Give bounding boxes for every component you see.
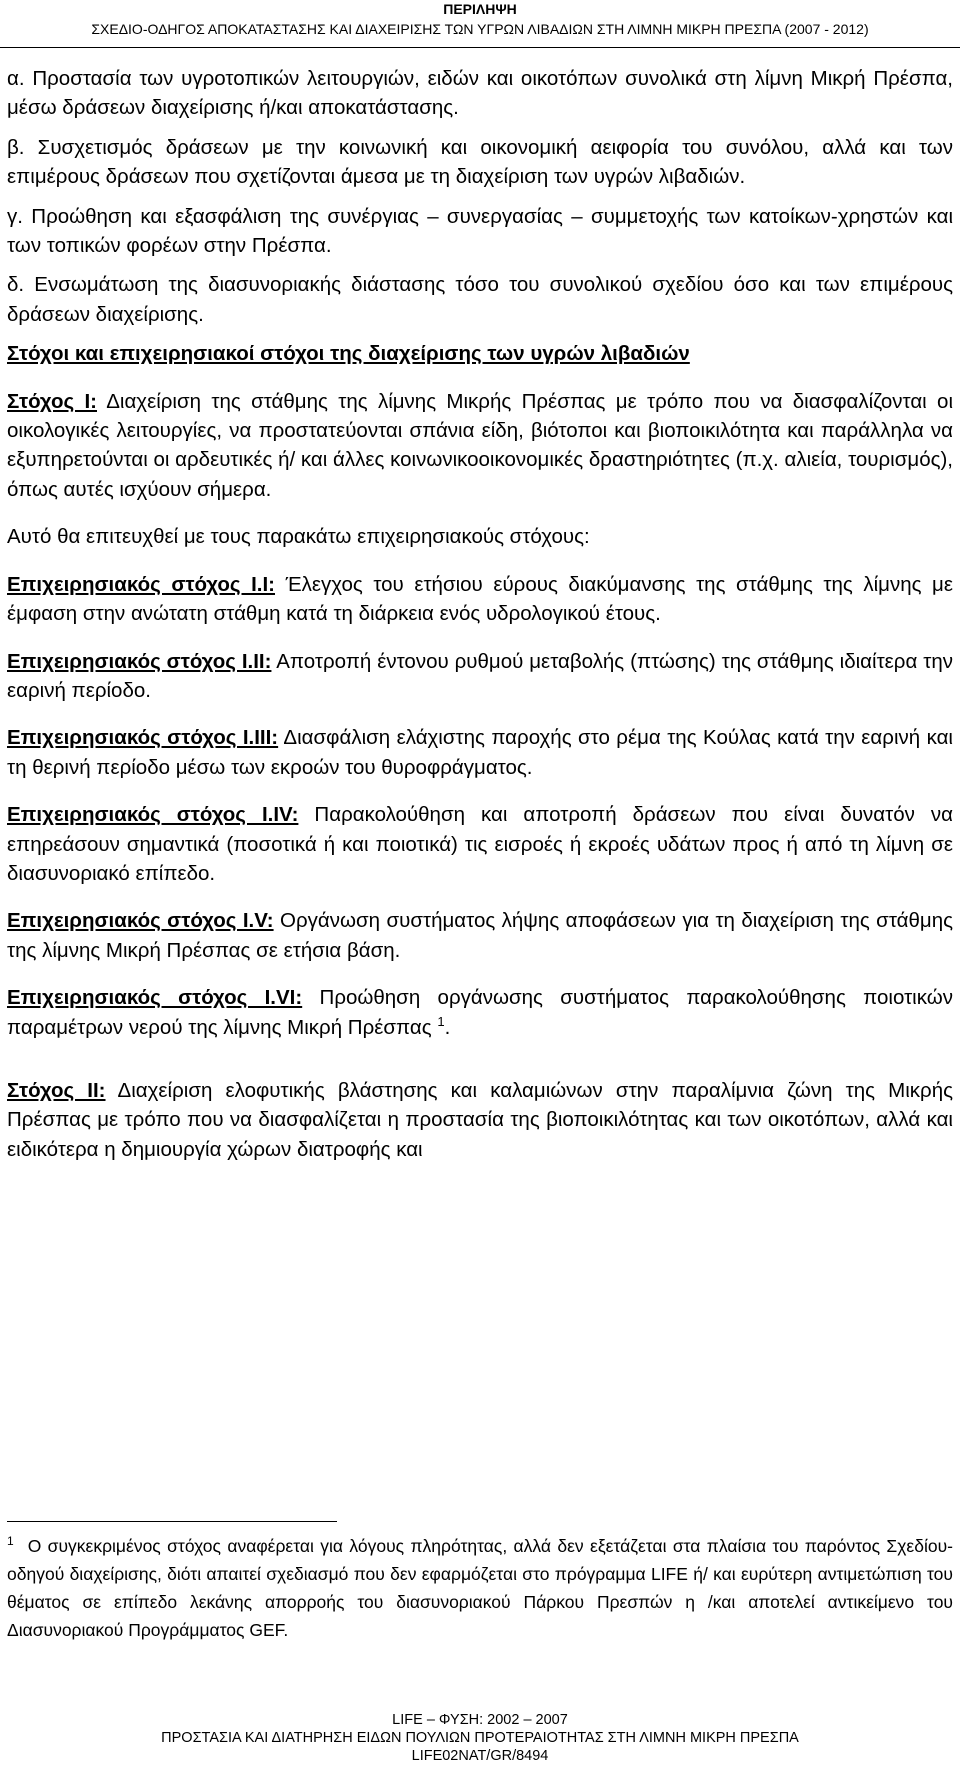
header-subtitle: ΣΧΕΔΙΟ-ΟΔΗΓΟΣ ΑΠΟΚΑΤΑΣΤΑΣΗΣ ΚΑΙ ΔΙΑΧΕΙΡΙΣΗΣ ΤΩΝ ΥΓΡΩΝ ΛΙΒΑΔΙΩΝ ΣΤΗ ΛΙΜΝΗ ΜΙΚΡΗ ΠΡΕΣΠΑ (2007 - 2012): [91, 21, 869, 37]
item-c: γ. Προώθηση και εξασφάλιση της συνέργιας – συνεργασίας – συμμετοχής των κατοίκων-χρηστών και των τοπικών φορέων στην Πρέσπα.: [7, 204, 953, 258]
op-goal-label: Επιχειρησιακός στόχος Ι.ΙΙ:: [7, 649, 272, 673]
footnote-text: Ο συγκεκριμένος στόχος αναφέρεται για λόγους πληρότητας, αλλά δεν εξετάζεται στα πλαίσια του παρόντος Σχεδίου-οδηγού διαχείρισης, διότι απαιτεί σχεδιασμό που δεν εφαρμόζεται στο πρόγραμμα LIFE ή/ και ευρύτερη αντιμετώπιση του θέματος σε επίπεδο λεκάνης απορροής του διασυνοριακού Πάρκου Πρεσπών η /και αποτελεί αντικείμενο του Διασυνοριακού Προγράμματος GEF.: [7, 1536, 953, 1640]
goal-2-text: Διαχείριση ελοφυτικής βλάστησης και καλαμιώνων στην παραλίμνια ζώνη της Μικρής Πρέσπας με τρόπο που να διασφαλίζεται η προστασία της βιοποικιλότητας και των οικοτόπων, αλλά και ειδικότερα η δημιουργία χώρων διατροφής και: [7, 1078, 953, 1161]
op-goal-text: Προώθηση οργάνωσης συστήματος παρακολούθησης ποιοτικών παραμέτρων νερού της λίμνης Μικρή Πρέσπας: [7, 986, 953, 1039]
op-goal-text: Διασφάλιση ελάχιστης παροχής στο ρέμα της Κούλας κατά την εαρινή και τη θερινή περίοδο μέσω των εκροών του θυροφράγματος.: [7, 726, 953, 779]
goal-1: [7, 387, 953, 505]
header-rule: [0, 47, 960, 48]
op-goal-text: Έλεγχος του ετήσιου εύρους διακύμανσης της στάθμης της λίμνης με έμφαση στην ανώτατη στάθμη κατά τη διάρκεια ενός υδρολογικού έτους.: [7, 572, 953, 626]
goal-2: [7, 1076, 953, 1164]
item-d: δ. Ενσωμάτωση της διασυνοριακής διάστασης τόσο του συνολικού σχεδίου όσο και των επιμέρους δράσεων διαχείρισης.: [7, 273, 953, 326]
footnote-rule: [7, 1521, 337, 1522]
section-title: Στόχοι και επιχειρησιακοί στόχοι της διαχείρισης των υγρών λιβαδιών: [7, 342, 690, 366]
page-footer: [0, 1711, 960, 1765]
footnote-ref[interactable]: 1: [437, 1013, 445, 1029]
op-goal-label: Επιχειρησιακός στόχος Ι.VI:: [7, 986, 303, 1010]
ops-intro: Αυτό θα επιτευχθεί με τους παρακάτω επιχειρησιακούς στόχους:: [7, 525, 590, 549]
footer-line-1: LIFE – ΦΥΣΗ: 2002 – 2007: [392, 1712, 568, 1728]
goal-1-label: Στόχος Ι:: [7, 389, 97, 413]
footnote-number: 1: [7, 1534, 14, 1548]
op-goal-text: Αποτροπή έντονου ρυθμού μεταβολής (πτώσης) της στάθμης ιδιαίτερα την εαρινή περίοδο.: [7, 649, 954, 702]
op-goal-text: Παρακολούθηση και αποτροπή δράσεων που είναι δυνατόν να επηρεάσουν σημαντικά (ποσοτικά ή και ποιοτικά) τις εισροές ή εκροές υδάτων προς ή από τη λίμνη σε διασυνοριακό επίπεδο.: [7, 803, 953, 885]
item-b: β. Συσχετισμός δράσεων με την κοινωνική και οικονομική αειφορία του συνόλου, αλλά και των επιμέρους δράσεων που σχετίζονται άμεσα με τη διαχείριση των υγρών λιβαδιών.: [7, 135, 953, 189]
document-body: [7, 64, 953, 1164]
op-goal-label: Επιχειρησιακός στόχος Ι.V:: [7, 909, 274, 933]
op-goal-label: Επιχειρησιακός στόχος Ι.IV:: [7, 803, 299, 827]
op-goal-label: Επιχειρησιακός στόχος Ι.ΙΙΙ:: [7, 726, 279, 750]
footnote: [7, 1532, 953, 1644]
op-goal-1-2: [7, 647, 953, 706]
header-title: ΠΕΡΙΛΗΨΗ: [443, 1, 517, 17]
goal-2-label: Στόχος ΙΙ:: [7, 1078, 106, 1102]
op-goal-1-3: [7, 723, 953, 782]
goal-1-text: Διαχείριση της στάθμης της λίμνης Μικρής Πρέσπας με τρόπο που να διασφαλίζονται οι οικολογικές λειτουργίες, να προστατεύονται σπάνια είδη, βιότοποι και βιοποικιλότητα και παράλληλα να εξυπηρετούνται οι αρδευτικές ή/ και άλλες κοινωνικοοικονομικές δραστηριότητες (π.χ. αλιεία, τουρισμός), όπως αυτές ισχύουν σήμερα.: [7, 389, 954, 501]
op-goal-1-4: [7, 800, 953, 888]
op-goal-label: Επιχειρησιακός στόχος Ι.Ι:: [7, 572, 275, 596]
op-goal-text-end: .: [444, 1015, 451, 1039]
footer-line-3: LIFE02NAT/GR/8494: [411, 1748, 549, 1764]
op-goal-1-1: [7, 570, 953, 629]
item-a: α. Προστασία των υγροτοπικών λειτουργιών, ειδών και οικοτόπων συνολικά στη λίμνη Μικρή Πρέσπα, μέσω δράσεων διαχείρισης ή/και αποκατάστασης.: [7, 67, 953, 120]
op-goal-1-6: [7, 983, 953, 1042]
footer-line-2: ΠΡΟΣΤΑΣΙΑ ΚΑΙ ΔΙΑΤΗΡΗΣΗ ΕΙΔΩΝ ΠΟΥΛΙΩΝ ΠΡΟΤΕΡΑΙΟΤΗΤΑΣ ΣΤΗ ΛΙΜΝΗ ΜΙΚΡΗ ΠΡΕΣΠΑ: [161, 1730, 799, 1746]
op-goal-text: Οργάνωση συστήματος λήψης αποφάσεων για τη διαχείριση της στάθμης της λίμνης Μικρή Πρέσπας σε ετήσια βάση.: [7, 909, 953, 962]
page-header: [0, 0, 960, 38]
op-goal-1-5: [7, 906, 953, 965]
